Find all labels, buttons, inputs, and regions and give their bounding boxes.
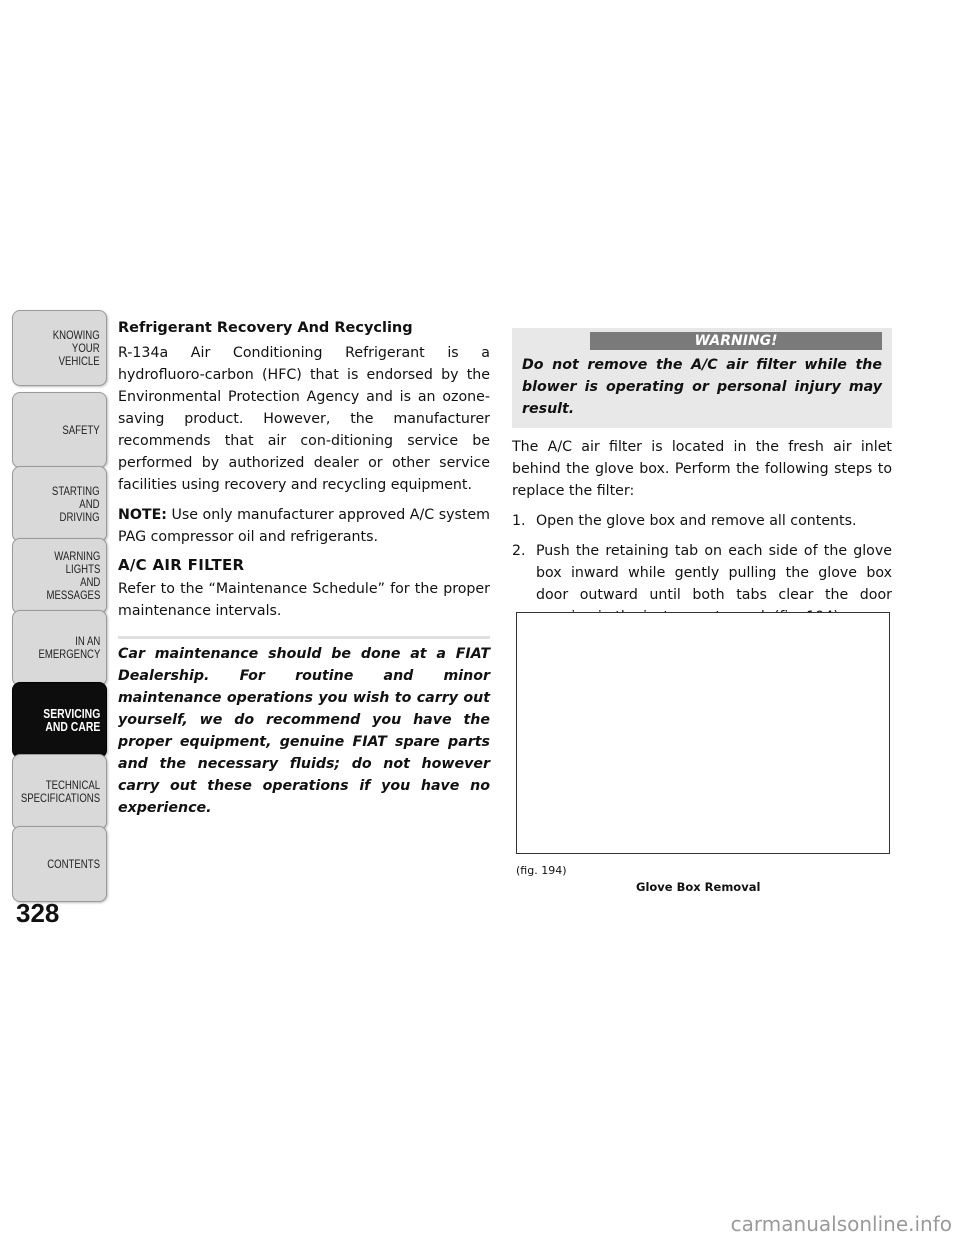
- tab-starting-and-driving[interactable]: [12, 466, 107, 542]
- page-number: 328: [16, 898, 60, 928]
- tab-in-an-emergency[interactable]: [12, 610, 107, 686]
- tab-contents[interactable]: [12, 826, 107, 902]
- step-text: Push the retaining tab on each side of the glove box inward while gently pulling the glove box door outward until both tabs clear the door: [536, 543, 892, 603]
- note-text: Use only manufacturer approved A/C system PAG compressor oil and refrigerants.: [118, 507, 490, 545]
- tab-label: TECHNICAL SPECIFICATIONS: [20, 778, 100, 805]
- tab-label: STARTING AND DRIVING: [52, 483, 100, 524]
- tab-servicing-and-care[interactable]: [12, 682, 107, 758]
- warning-title: WARNING!: [590, 332, 882, 350]
- tab-safety[interactable]: [12, 392, 107, 468]
- caution-box: [118, 636, 490, 819]
- tab-knowing-your-vehicle[interactable]: [12, 310, 107, 386]
- warning-box: [512, 328, 892, 428]
- tab-label: IN AN EMERGENCY: [38, 634, 100, 661]
- watermark: carmanualsonline.info: [730, 1212, 952, 1236]
- step-text: Open the glove box and remove all contents.: [536, 513, 857, 529]
- figure-label: (fig. 194): [516, 864, 567, 877]
- step-number: 1.: [512, 513, 526, 529]
- subheading: Refrigerant Recovery And Recycling: [118, 320, 413, 336]
- tab-warning-lights[interactable]: [12, 538, 107, 614]
- right-column: [512, 328, 892, 636]
- tab-label: KNOWING YOUR VEHICLE: [53, 327, 100, 368]
- paragraph-filter-location: The A/C air filter is located in the fresh air inlet behind the glove box. Perform the following steps to replace the filter:: [512, 439, 892, 499]
- note-paragraph: [118, 504, 490, 548]
- note-label: NOTE:: [118, 507, 167, 523]
- steps-list: [512, 510, 892, 628]
- tab-label: SAFETY: [62, 422, 100, 437]
- tab-label: WARNING LIGHTS AND MESSAGES: [46, 549, 100, 602]
- caution-text: Car maintenance should be done at a FIAT Dealership. For routine and minor maintenance operations you wish to carry out yourself, we do recommend you have the proper equipment, genuine FIAT spare parts and the necessary fluids; do not however carry out these operations if you have no experience.: [118, 646, 490, 816]
- warning-text: Do not remove the A/C air filter while the blower is operating or personal injury may result.: [522, 357, 882, 417]
- paragraph-refrigerant: R-134a Air Conditioning Refrigerant is a hydrofluoro-carbon (HFC) that is endorsed by the Environmental Protection Agency and is an ozone-saving product. However, the manufacturer recommends that air con-ditioning service be performed by authorized dealer or other service facilities using recovery and recycling equipment.: [118, 345, 490, 493]
- step-number: 2.: [512, 543, 526, 559]
- section-heading: A/C AIR FILTER: [118, 556, 245, 574]
- tab-technical-specifications[interactable]: [12, 754, 107, 830]
- tab-label: CONTENTS: [47, 856, 100, 871]
- left-column: [118, 318, 490, 819]
- paragraph-filter-intro: Refer to the “Maintenance Schedule” for the proper maintenance intervals.: [118, 581, 490, 619]
- tab-label: SERVICING AND CARE: [42, 706, 100, 734]
- list-item: [512, 510, 892, 532]
- figure-image-placeholder: [516, 612, 890, 854]
- figure-caption: Glove Box Removal: [636, 880, 761, 894]
